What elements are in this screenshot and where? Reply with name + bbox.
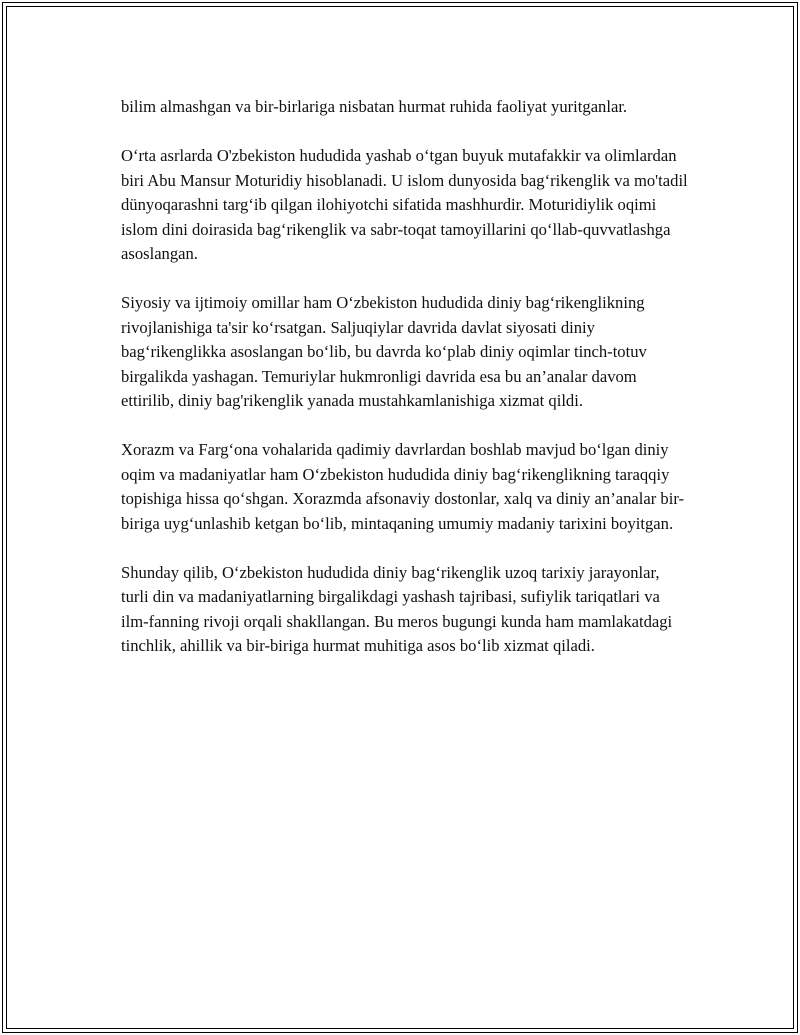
paragraph-1: bilim almashgan va bir-birlariga nisbatan hurmat ruhida faoliyat yuritganlar.: [121, 97, 628, 116]
document-page: [2, 2, 798, 1033]
paragraph-4: Xorazm va Farg‘ona vohalarida qadimiy davrlardan boshlab mavjud bo‘lgan diniy oqim va madaniyatlar ham O‘zbekiston hududida diniy bag‘rikenglikning taraqqiy topishiga hissa qo‘shgan. Xorazmda afsonaviy dostonlar, xalq va diniy an’analar bir-biriga uyg‘unlashib ketgan bo‘lib, mintaqaning umumiy madaniy tarixini boyitgan.: [121, 440, 685, 533]
document-body: [121, 95, 691, 683]
paragraph-3: Siyosiy va ijtimoiy omillar ham O‘zbekiston hududida diniy bag‘rikenglikning rivojlanishiga ta'sir ko‘rsatgan. Saljuqiylar davrida davlat siyosati diniy bag‘rikenglikka asoslangan bo‘lib, bu davrda ko‘plab diniy oqimlar tinch-totuv birgalikda yashagan. Temuriylar hukmronligi davrida esa bu an’analar davom ettirilib, diniy bag'rikenglik yanada mustahkamlanishiga xizmat qildi.: [121, 293, 647, 410]
paragraph-2: O‘rta asrlarda O'zbekiston hududida yashab o‘tgan buyuk mutafakkir va olimlardan biri Abu Mansur Moturidiy hisoblanadi. U islom dunyosida bag‘rikenglik va mo'tadil dünyoqarashni targ‘ib qilgan ilohiyotchi sifatida mashhurdir. Moturidiylik oqimi islom dini doirasida bag‘rikenglik va sabr-toqat tamoyillarini qo‘llab-quvvatlashga asoslangan.: [121, 146, 688, 263]
paragraph-5: Shunday qilib, O‘zbekiston hududida diniy bag‘rikenglik uzoq tarixiy jarayonlar, turli din va madaniyatlarning birgalikdagi yashash tajribasi, sufiylik tariqatlari va ilm-fanning rivoji orqali shakllangan. Bu meros bugungi kunda ham mamlakatdagi tinchlik, ahillik va bir-biriga hurmat muhitiga asos bo‘lib xizmat qiladi.: [121, 562, 673, 655]
